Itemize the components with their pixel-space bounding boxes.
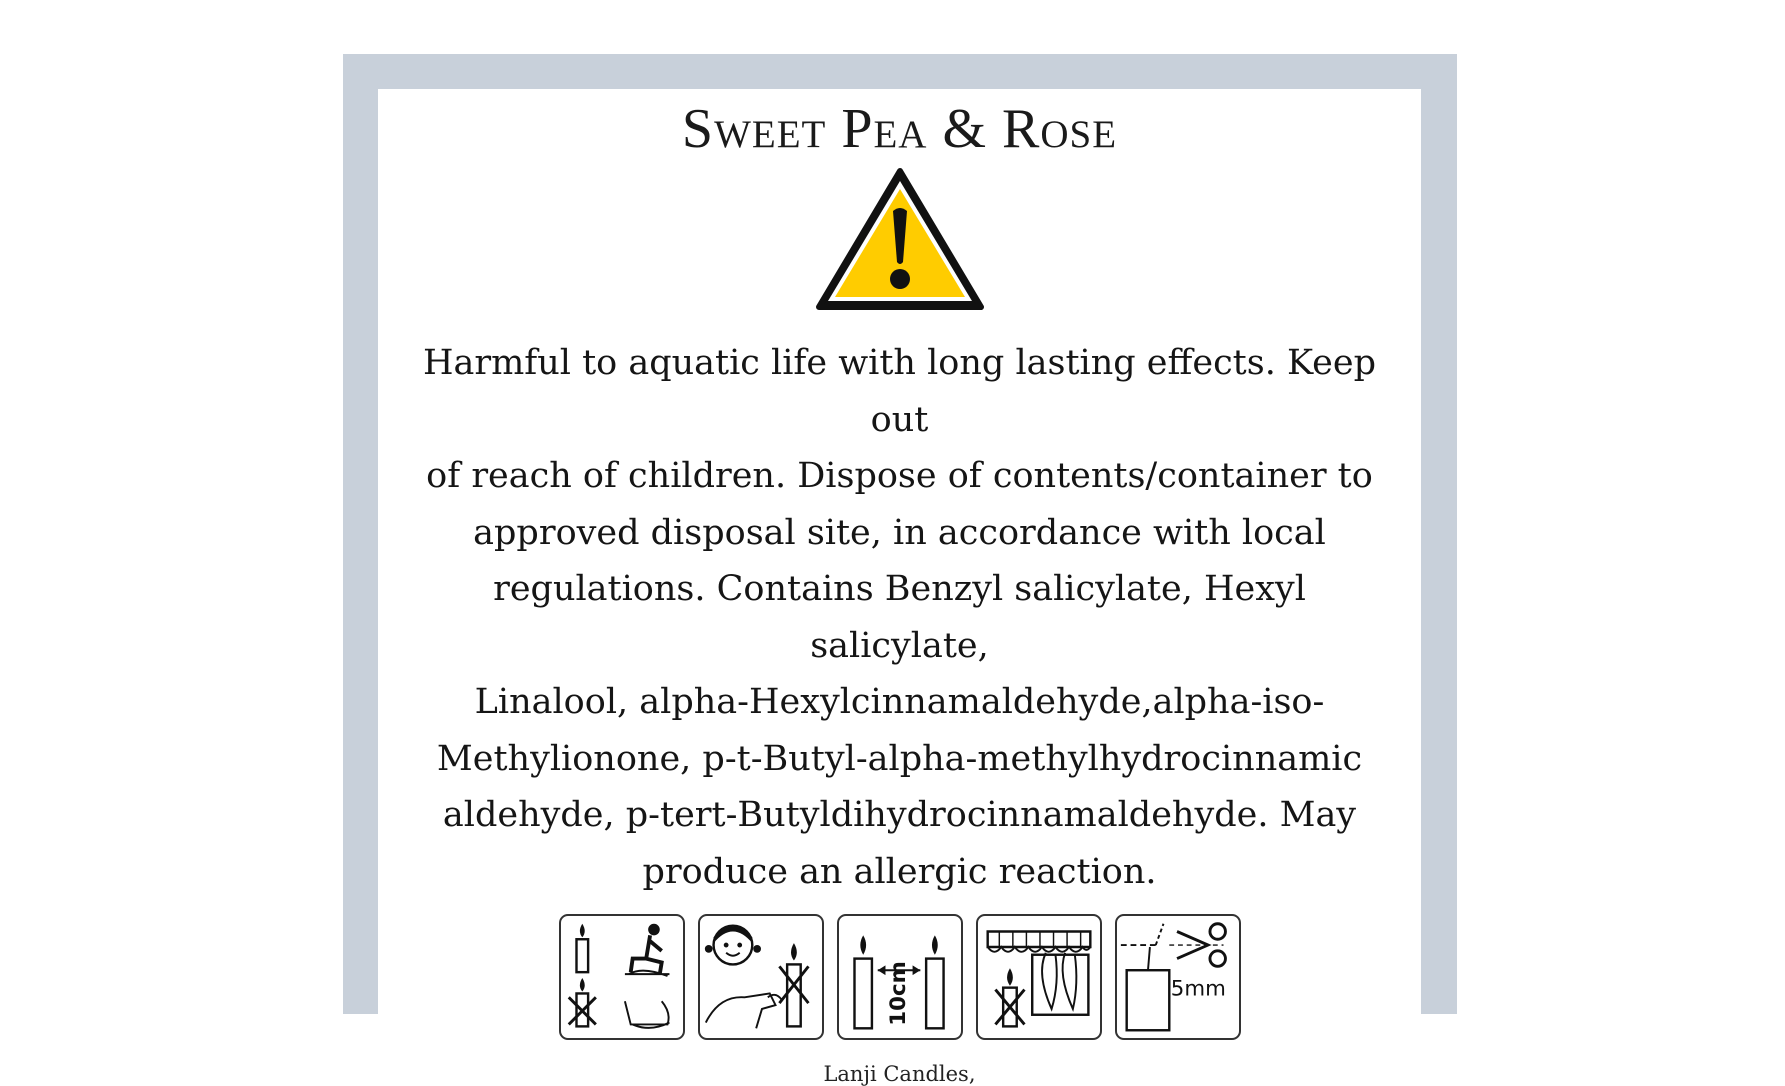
label-card	[378, 89, 1421, 1086]
hazard-statement: Harmful to aquatic life with long lasting effects. Keep out of reach of children. Dispose of contents/container to approved disposal site, in accordance with local regulations. Contains Benzyl salicylate, Hexyl salicylate, Linalool, alpha-Hexylcinnamaldehyde,alpha-iso- Methylionone, p-t-Butyl-alpha-methylhydrocinnamic aldehyde, p-tert-Butyldihydrocinnamaldehyde. May produce an allergic reaction.	[422, 343, 1376, 892]
candle-curtains-icon	[976, 914, 1102, 1040]
product-title: Sweet Pea & Rose	[681, 98, 1118, 160]
candle-spacing-icon	[837, 914, 963, 1040]
candle-children-pets-icon	[698, 914, 824, 1040]
wick-length-label: 5mm	[1170, 976, 1226, 1002]
company-name: Lanji Candles,	[823, 1062, 976, 1086]
warning-triangle-icon	[815, 167, 985, 313]
wick-trim-icon	[1115, 914, 1241, 1040]
safety-pictograms	[378, 914, 1421, 1040]
candle-supervision-icon	[559, 914, 685, 1040]
spacing-distance-label: 10cm	[885, 961, 911, 1026]
